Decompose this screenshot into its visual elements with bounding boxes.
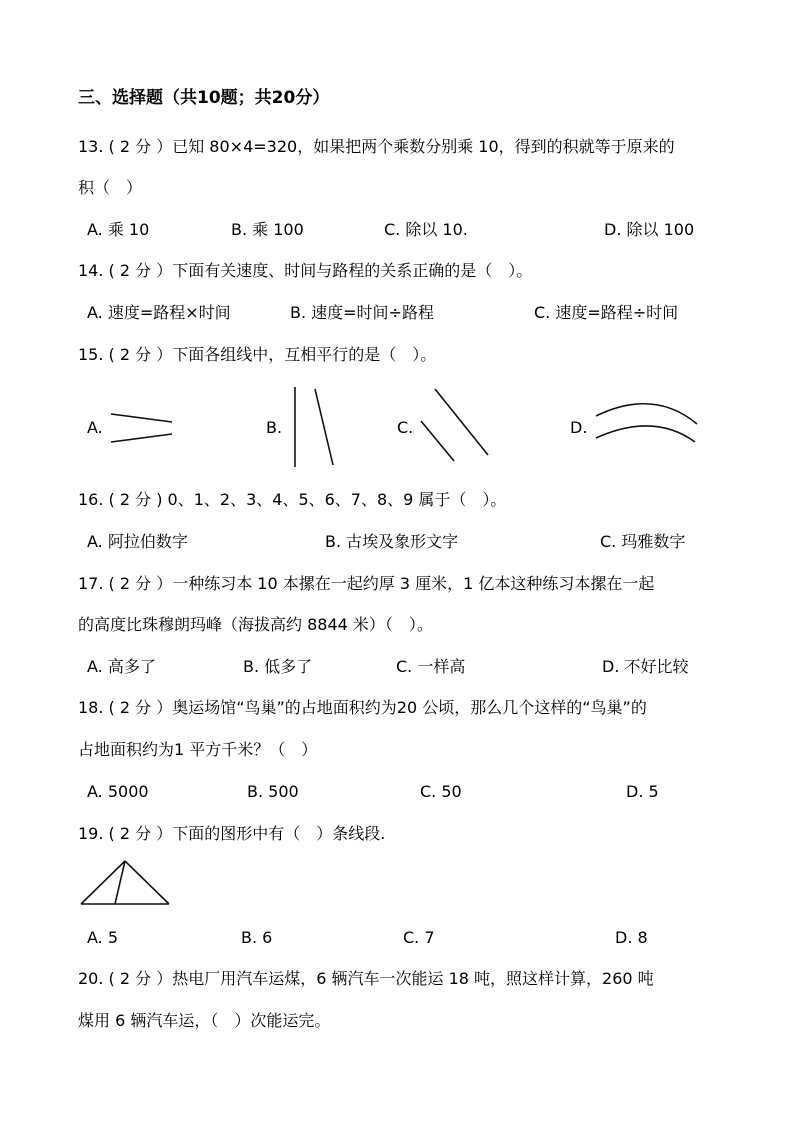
q14-option-a[interactable]: A. 速度=路程×时间 (87, 303, 231, 322)
q16-option-a[interactable]: A. 阿拉伯数字 (87, 532, 188, 551)
q13-stem-line1: 13. ( 2 分 ）已知 80×4=320，如果把两个乘数分别乘 10，得到的积就等于原来的 (78, 137, 675, 156)
q17-option-d[interactable]: D. 不好比较 (602, 657, 689, 676)
q18-option-c[interactable]: C. 50 (420, 782, 462, 801)
q13-option-a[interactable]: A. 乘 10 (87, 220, 150, 239)
q16-option-c[interactable]: C. 玛雅数字 (600, 532, 686, 551)
q18-option-b[interactable]: B. 500 (247, 782, 299, 801)
q18-option-a[interactable]: A. 5000 (87, 782, 149, 801)
q20-stem-line2: 煤用 6 辆汽车运，（ ）次能运完。 (78, 1011, 331, 1030)
q18-stem-line2: 占地面积约为1 平方千米？（ ） (78, 740, 318, 759)
q15-option-d[interactable]: D. (570, 418, 588, 437)
q17-option-c[interactable]: C. 一样高 (396, 657, 466, 676)
q19-triangle-figure (78, 858, 173, 908)
q17-option-b[interactable]: B. 低多了 (243, 657, 313, 676)
q13-option-d[interactable]: D. 除以 100 (604, 220, 695, 239)
q15-option-c[interactable]: C. (397, 418, 414, 437)
q15-figure-c (418, 385, 498, 465)
q16-option-b[interactable]: B. 古埃及象形文字 (325, 532, 459, 551)
q13-option-c[interactable]: C. 除以 10. (384, 220, 468, 239)
q17-stem-line2: 的高度比珠穆朗玛峰（海拔高约 8844 米）（ ）。 (78, 615, 433, 634)
q15-option-b[interactable]: B. (266, 418, 283, 437)
q20-stem-line1: 20. ( 2 分 ）热电厂用汽车运煤，6 辆汽车一次能运 18 吨，照这样计算，260 吨 (78, 969, 654, 988)
q17-option-a[interactable]: A. 高多了 (87, 657, 156, 676)
q15-figure-a (108, 410, 178, 446)
q19-option-b[interactable]: B. 6 (241, 928, 273, 947)
q13-option-b[interactable]: B. 乘 100 (231, 220, 304, 239)
q19-option-c[interactable]: C. 7 (403, 928, 435, 947)
q19-option-d[interactable]: D. 8 (615, 928, 648, 947)
q14-stem: 14. ( 2 分 ）下面有关速度、时间与路程的关系正确的是（ ）。 (78, 261, 533, 280)
q15-option-a[interactable]: A. (87, 418, 103, 437)
q19-stem: 19. ( 2 分 ）下面的图形中有（ ）条线段. (78, 824, 386, 843)
section-title: 三、选择题（共10题；共20分） (78, 88, 330, 108)
q15-figure-b (290, 383, 340, 473)
q19-option-a[interactable]: A. 5 (87, 928, 119, 947)
q14-option-b[interactable]: B. 速度=时间÷路程 (290, 303, 434, 322)
q17-stem-line1: 17. ( 2 分 ）一种练习本 10 本摞在一起约厚 3 厘米，1 亿本这种练习本摞在一起 (78, 574, 655, 593)
q18-stem-line1: 18. ( 2 分 ）奥运场馆“鸟巢”的占地面积约为20 公顷，那么几个这样的“鸟巢”的 (78, 698, 647, 717)
q16-stem: 16. ( 2 分 ) 0、1、2、3、4、5、6、7、8、9 属于（ ）。 (78, 490, 507, 509)
q15-figure-d (592, 398, 707, 448)
q15-stem: 15. ( 2 分 ）下面各组线中，互相平行的是（ ）。 (78, 345, 437, 364)
q14-option-c[interactable]: C. 速度=路程÷时间 (534, 303, 679, 322)
q13-stem-line2: 积（ ） (78, 178, 143, 197)
q18-option-d[interactable]: D. 5 (626, 782, 659, 801)
